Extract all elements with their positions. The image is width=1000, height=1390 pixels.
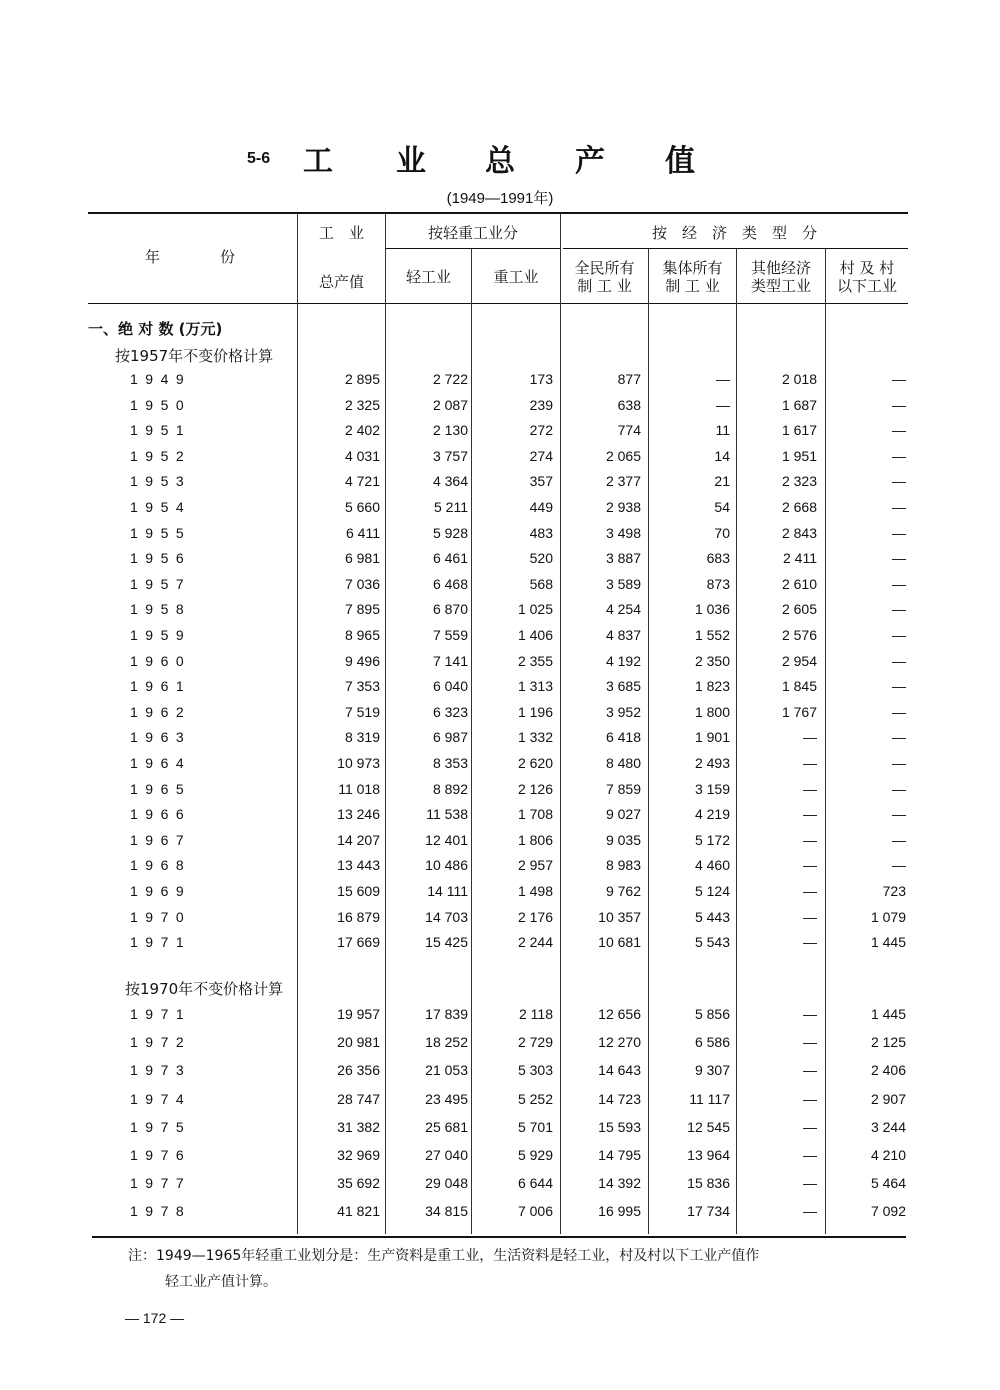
row-year: 1968 [130,857,192,874]
table-cell: 15 425 [425,934,468,951]
table-cell: 7 859 [605,780,641,797]
table-cell: 12 401 [425,831,468,848]
table-cell: 7 141 [432,652,468,669]
table-cell: 9 035 [605,831,641,848]
table-cell: 6 461 [432,550,468,567]
table-cell: 14 392 [598,1175,641,1192]
title-char: 业 [396,144,426,179]
table-cell: — [803,1118,817,1135]
table-cell: — [892,729,906,746]
table-cell: 2 377 [605,473,641,490]
table-cell: 25 681 [425,1118,468,1135]
table-cell: 10 357 [598,908,641,925]
section-absolute: 一、绝 对 数 (万元) [88,320,223,338]
row-year: 1961 [130,678,192,695]
table-cell: 5 252 [517,1090,553,1107]
table-cell: 14 207 [337,831,380,848]
table-cell: — [803,934,817,951]
table-cell: 20 981 [337,1034,380,1051]
table-cell: 3 952 [605,703,641,720]
table-cell: 1 708 [517,806,553,823]
row-year: 1962 [130,703,192,720]
table-cell: 14 [714,447,730,464]
table-cell: 8 892 [432,780,468,797]
table-cell: — [803,729,817,746]
table-cell: 9 307 [694,1062,730,1079]
table-cell: 41 821 [337,1203,380,1220]
table-cell: 21 053 [425,1062,468,1079]
table-cell: 23 495 [425,1090,468,1107]
table-cell: 4 460 [694,857,730,874]
table-cell: 2 130 [432,422,468,439]
row-year: 1975 [130,1118,192,1135]
table-cell: 6 468 [432,575,468,592]
table-cell: 15 836 [687,1175,730,1192]
table-cell: 1 025 [517,601,553,618]
table-cell: 1 901 [694,729,730,746]
table-cell: 19 957 [337,1006,380,1022]
table-cell: 1 951 [781,447,817,464]
page-number: — 172 — [125,1310,185,1326]
table-cell: — [803,1062,817,1079]
row-year: 1978 [130,1203,192,1220]
row-year: 1969 [130,883,192,899]
table-cell: 5 464 [870,1175,906,1192]
header-light: 轻工业 [405,268,451,286]
table-cell: 7 895 [344,601,380,618]
col-divider [560,214,561,1234]
table-cell: 11 117 [689,1090,730,1107]
table-cell: 5 211 [434,499,468,515]
table-cell: 35 692 [337,1175,380,1192]
table-cell: 3 159 [694,780,730,797]
table-cell: 1 332 [517,729,553,746]
table-cell: — [892,678,906,695]
table-cell: 7 519 [344,703,380,720]
table-cell: 10 486 [425,857,468,874]
table-cell: — [803,1147,817,1163]
section-price-1970: 按1970年不变价格计算 [125,980,284,998]
row-year: 1970 [130,908,192,925]
row-year: 1952 [130,447,192,464]
row-year: 1956 [130,550,192,567]
table-cell: 8 965 [344,627,380,643]
table-cell: 13 443 [337,857,380,874]
table-cell: 2 722 [432,371,468,387]
table-cell: 2 620 [517,755,553,771]
table-cell: 6 644 [517,1175,553,1192]
table-cell: 8 319 [344,729,380,746]
table-cell: 357 [529,473,553,490]
table-cell: — [892,627,906,643]
table-cell: — [803,780,817,797]
table-cell: 7 036 [344,575,380,592]
title-char: 总 [485,144,515,179]
table-top-rule [88,212,908,214]
table-cell: 2 668 [781,499,817,515]
table-cell: 17 839 [425,1006,468,1022]
table-cell: 4 219 [694,806,730,823]
table-cell: — [892,473,906,490]
table-cell: 16 995 [598,1203,641,1220]
table-cell: 6 040 [432,678,468,695]
table-cell: 5 856 [694,1006,730,1022]
table-cell: 274 [529,447,553,464]
header-total-bottom: 总产值 [318,273,364,291]
table-cell: 5 443 [694,908,730,925]
title-char: 值 [665,144,695,179]
table-cell: 14 723 [598,1090,641,1107]
table-cell: 2 610 [781,575,817,592]
table-cell: 1 767 [781,703,817,720]
table-cell: 12 656 [598,1006,641,1022]
table-cell: 2 323 [781,473,817,490]
table-cell: 7 006 [517,1203,553,1220]
table-cell: — [892,780,906,797]
table-cell: 1 800 [694,703,730,720]
table-cell: 239 [529,396,553,413]
table-cell: 5 303 [517,1062,553,1079]
header-heavy: 重工业 [493,268,539,286]
row-year: 1958 [130,601,192,618]
table-cell: 2 907 [870,1090,906,1107]
table-cell: 6 586 [694,1034,730,1051]
table-cell: 877 [617,371,641,387]
table-cell: 3 757 [432,447,468,464]
table-cell: — [803,1203,817,1220]
table-cell: — [892,755,906,771]
table-cell: 2 957 [517,857,553,874]
row-year: 1967 [130,831,192,848]
table-cell: 1 498 [517,883,553,899]
row-year: 1954 [130,499,192,515]
title-char: 工 [303,144,333,179]
table-cell: 2 729 [517,1034,553,1051]
table-cell: 34 815 [425,1203,468,1220]
table-cell: — [803,1090,817,1107]
row-year: 1950 [130,396,192,413]
table-cell: 3 685 [605,678,641,695]
table-cell: 10 973 [337,755,380,771]
table-cell: — [892,371,906,387]
header-total-top: 工 业 [318,224,364,242]
table-cell: 14 111 [427,883,468,899]
table-cell: 1 845 [781,678,817,695]
table-cell: 8 983 [605,857,641,874]
table-cell: 6 987 [432,729,468,746]
table-cell: 3 498 [605,524,641,541]
header-year: 年 份 [144,248,235,266]
table-cell: 6 870 [432,601,468,618]
table-cell: — [892,857,906,874]
table-cell: 5 543 [694,934,730,951]
table-cell: 2 176 [517,908,553,925]
table-cell: — [803,1006,817,1022]
table-cell: 8 480 [605,755,641,771]
table-cell: 4 192 [605,652,641,669]
table-cell: 16 879 [337,908,380,925]
table-cell: 27 040 [425,1147,468,1163]
table-cell: — [892,550,906,567]
col-divider [471,249,472,1234]
table-cell: 8 353 [432,755,468,771]
table-cell: 2 411 [783,550,817,567]
table-cell: 2 350 [694,652,730,669]
table-cell: 9 762 [605,883,641,899]
table-cell: 7 559 [432,627,468,643]
table-cell: 3 589 [605,575,641,592]
table-cell: 7 353 [344,678,380,695]
table-cell: — [716,371,730,387]
table-number: 5-6 [247,150,271,167]
header-village: 村 及 村 以下工业 [836,259,897,295]
table-cell: — [892,575,906,592]
header-bottom-rule [88,303,908,304]
table-cell: — [803,1175,817,1192]
table-cell: 2 576 [781,627,817,643]
table-cell: 4 837 [605,627,641,643]
table-cell: 2 125 [870,1034,906,1051]
table-cell: 2 118 [519,1006,553,1022]
table-cell: 4 254 [605,601,641,618]
table-cell: — [803,806,817,823]
table-cell: 5 660 [344,499,380,515]
row-year: 1960 [130,652,192,669]
table-cell: 15 593 [598,1118,641,1135]
table-cell: 2 938 [605,499,641,515]
table-cell: 2 018 [781,371,817,387]
table-cell: 6 418 [605,729,641,746]
table-cell: 11 538 [426,806,468,823]
row-year: 1974 [130,1090,192,1107]
table-cell: 1 445 [870,934,906,951]
table-cell: 2 406 [870,1062,906,1079]
table-cell: 520 [529,550,553,567]
table-cell: — [803,831,817,848]
row-year: 1971 [130,1006,192,1022]
table-cell: 1 406 [517,627,553,643]
row-year: 1977 [130,1175,192,1192]
table-cell: 21 [714,473,730,490]
table-cell: 1 313 [517,678,553,695]
table-cell: 1 823 [694,678,730,695]
table-cell: 2 843 [781,524,817,541]
table-cell: 568 [529,575,553,592]
table-cell: 9 496 [344,652,380,669]
table-cell: — [892,422,906,439]
table-cell: 13 964 [687,1147,730,1163]
table-cell: — [892,806,906,823]
table-cell: 11 018 [338,780,380,797]
table-cell: 14 703 [425,908,468,925]
table-cell: 4 721 [344,473,380,490]
row-year: 1951 [130,422,192,439]
table-cell: 683 [706,550,730,567]
col-divider [648,249,649,1234]
table-cell: 2 065 [605,447,641,464]
row-year: 1963 [130,729,192,746]
row-year: 1959 [130,627,192,643]
table-cell: 5 172 [694,831,730,848]
table-cell: 12 270 [598,1034,641,1051]
table-cell: 1 617 [781,422,817,439]
table-cell: 483 [529,524,553,541]
table-cell: 4 364 [432,473,468,490]
row-year: 1976 [130,1147,192,1163]
table-cell: — [803,883,817,899]
table-cell: — [892,831,906,848]
table-cell: 28 747 [337,1090,380,1107]
table-cell: 5 928 [432,524,468,541]
table-cell: 2 126 [517,780,553,797]
table-cell: 12 545 [687,1118,730,1135]
table-cell: 11 [715,422,730,439]
row-year: 1955 [130,524,192,541]
table-cell: — [892,447,906,464]
table-cell: 3 887 [605,550,641,567]
table-cell: 1 687 [781,396,817,413]
table-cell: — [892,499,906,515]
table-title [0,136,1000,179]
table-cell: 9 027 [605,806,641,823]
table-cell: 4 031 [344,447,380,464]
header-collective: 集体所有 制 工 业 [662,259,723,295]
footnote-line-2: 轻工业产值计算。 [165,1274,277,1290]
table-cell: 2 895 [344,371,380,387]
table-cell: 29 048 [425,1175,468,1192]
header-by-economic-type: 按 经 济 类 型 分 [651,224,817,242]
table-cell: 3 244 [870,1118,906,1135]
row-year: 1957 [130,575,192,592]
row-year: 1964 [130,755,192,771]
table-cell: 2 087 [432,396,468,413]
table-cell: 2 493 [694,755,730,771]
header-by-light-heavy: 按轻重工业分 [427,224,518,242]
table-cell: 2 325 [344,396,380,413]
table-cell: 5 929 [517,1147,553,1163]
table-cell: 2 402 [344,422,380,439]
table-cell: 15 609 [337,883,380,899]
row-year: 1971 [130,934,192,951]
table-cell: — [892,652,906,669]
table-cell: 26 356 [337,1062,380,1079]
table-cell: 272 [529,422,553,439]
table-cell: 1 806 [517,831,553,848]
table-cell: 2 244 [517,934,553,951]
footnote-line-1: 注：1949—1965年轻重工业划分是：生产资料是重工业，生活资料是轻工业，村及村以下工业产值作 [128,1248,760,1264]
table-cell: 1 196 [517,703,553,720]
table-cell: 18 252 [425,1034,468,1051]
table-cell: 1 036 [694,601,730,618]
table-cell: 14 643 [598,1062,641,1079]
table-cell: 873 [706,575,730,592]
row-year: 1965 [130,780,192,797]
table-cell: 32 969 [337,1147,380,1163]
table-cell: 10 681 [598,934,641,951]
table-cell: — [716,396,730,413]
section-price-1957: 按1957年不变价格计算 [115,347,274,365]
table-cell: — [892,524,906,541]
table-cell: — [892,703,906,720]
row-year: 1949 [130,371,192,387]
title-char: 产 [575,144,605,179]
row-year: 1953 [130,473,192,490]
table-cell: 6 981 [344,550,380,567]
table-cell: 70 [714,524,730,541]
table-cell: 4 210 [870,1147,906,1163]
table-cell: 17 669 [337,934,380,951]
table-cell: — [892,601,906,618]
table-cell: 6 411 [346,524,380,541]
col-divider [385,214,386,1234]
table-cell: 6 323 [432,703,468,720]
table-cell: 1 079 [870,908,906,925]
table-cell: 2 355 [517,652,553,669]
table-cell: 1 552 [694,627,730,643]
table-cell: — [803,857,817,874]
table-cell: — [803,908,817,925]
table-cell: 17 734 [687,1203,730,1220]
table-cell: 173 [529,371,553,387]
table-cell: 13 246 [337,806,380,823]
header-other-types: 其他经济 类型工业 [750,259,811,295]
table-cell: — [892,396,906,413]
table-cell: 723 [882,883,906,899]
table-cell: 14 795 [598,1147,641,1163]
col-divider [297,214,298,1234]
light-heavy-subrule [385,248,560,249]
table-cell: 774 [617,422,641,439]
subtitle: (1949—1991年) [446,190,554,207]
table-cell: 2 605 [781,601,817,618]
table-cell: — [803,1034,817,1051]
row-year: 1972 [130,1034,192,1051]
table-cell: 638 [617,396,641,413]
table-cell: 54 [714,499,730,515]
header-state-owned: 全民所有 制 工 业 [574,259,635,295]
table-cell: 31 382 [337,1118,380,1135]
table-cell: 5 124 [694,883,730,899]
table-cell: 449 [529,499,553,515]
row-year: 1966 [130,806,192,823]
table-cell: 7 092 [870,1203,906,1220]
table-cell: 1 445 [870,1006,906,1022]
row-year: 1973 [130,1062,192,1079]
table-cell: 2 954 [781,652,817,669]
table-cell: — [803,755,817,771]
table-cell: 5 701 [517,1118,553,1135]
table-bottom-rule [92,1236,906,1238]
